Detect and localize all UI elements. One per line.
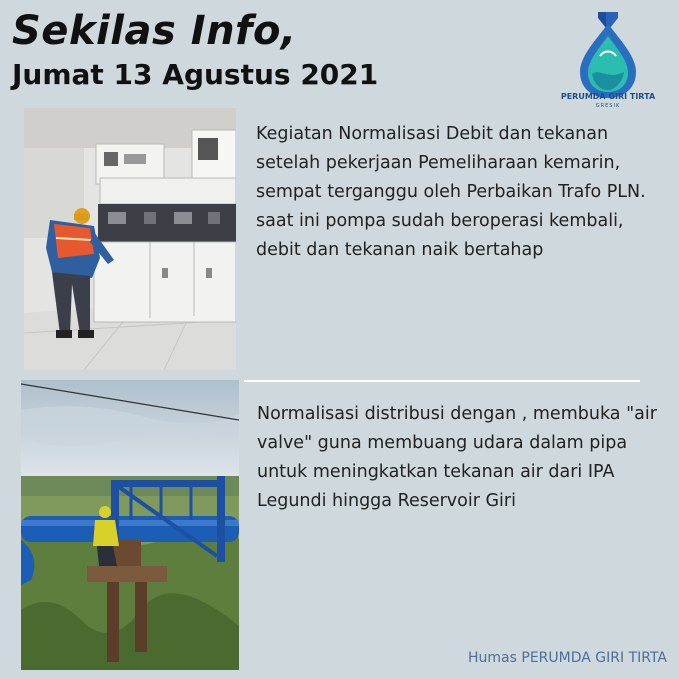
item-1-description: Kegiatan Normalisasi Debit dan tekanan setelah pekerjaan Pemeliharaan kemarin, sempat terganggu oleh Perbaikan Trafo PLN. saat ini pompa sudah beroperasi kembali, debit dan tekanan naik bertahap xyxy=(256,124,646,260)
electrical-panel-worker-photo xyxy=(24,108,236,370)
section-divider xyxy=(244,380,640,382)
logo-city: GRESIK xyxy=(595,103,621,109)
page-date: Jumat 13 Agustus 2021 xyxy=(12,58,379,91)
footer-credit: Humas PERUMDA GIRI TIRTA xyxy=(468,650,667,666)
blue-pipeline-air-valve-photo xyxy=(21,380,239,670)
page-title: Sekilas Info, xyxy=(12,8,297,54)
logo-name: PERUMDA GIRI TIRTA xyxy=(560,92,656,101)
item-2-description: Normalisasi distribusi dengan , membuka "air valve" guna membuang udara dalam pipa untuk meningkatkan tekanan air dari IPA Legundi hingga Reservoir Giri xyxy=(257,404,657,511)
